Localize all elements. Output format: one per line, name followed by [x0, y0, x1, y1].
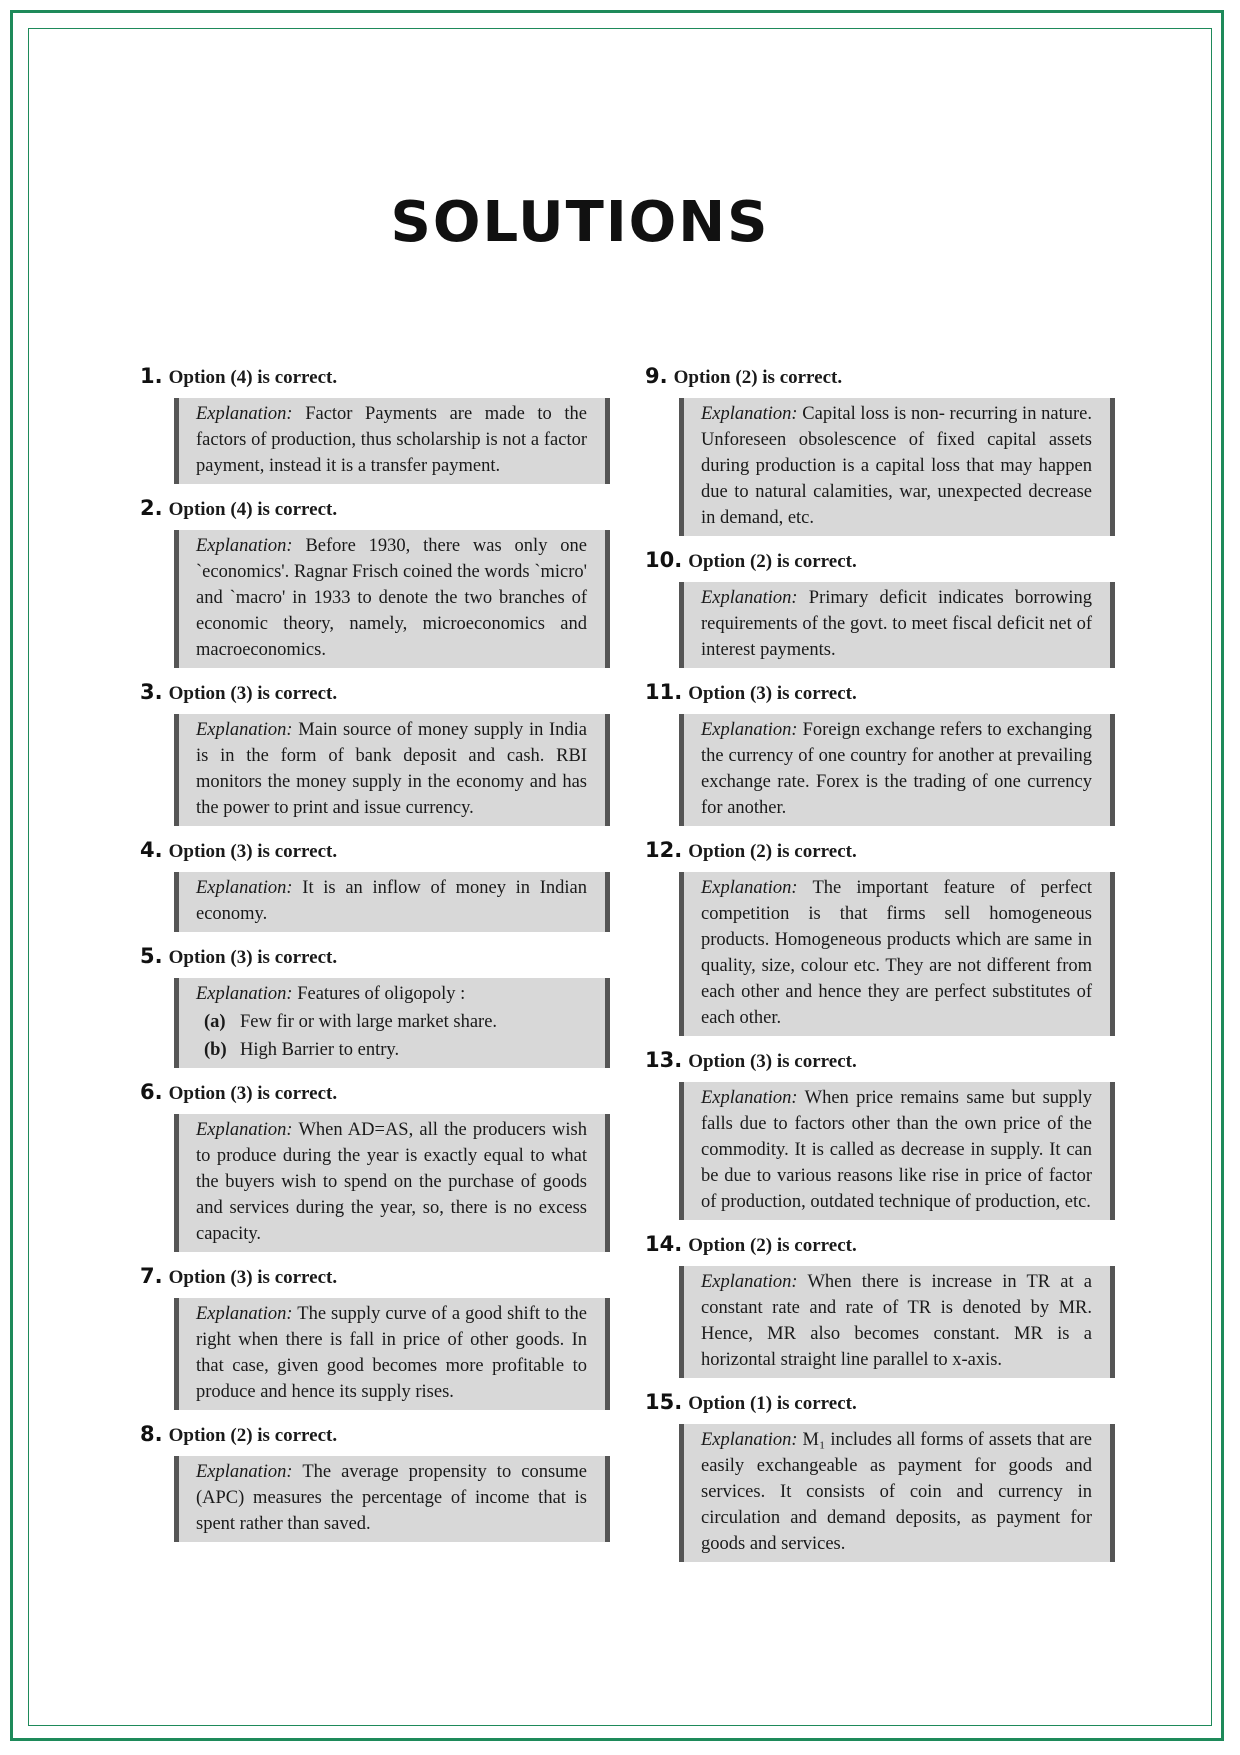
explanation-label: Explanation:: [196, 1462, 293, 1482]
solution-header: [140, 680, 610, 710]
explanation-label: Explanation:: [701, 588, 798, 608]
solution-number: 1.: [140, 364, 163, 388]
solution-number: 14.: [645, 1232, 683, 1256]
solution-item: [140, 680, 610, 826]
explanation-box: [679, 1082, 1115, 1220]
solution-item: [645, 680, 1115, 826]
explanation-label: Explanation:: [701, 1272, 798, 1292]
solution-item: [140, 944, 610, 1068]
solution-item: [140, 1080, 610, 1252]
solution-header: [140, 496, 610, 526]
solution-number: 6.: [140, 1080, 163, 1104]
explanation-text: It is an inflow of money in Indian economy.: [196, 878, 587, 924]
explanation-box: [174, 1298, 610, 1410]
solution-number: 5.: [140, 944, 163, 968]
solution-number: 12.: [645, 838, 683, 862]
solution-item: [645, 364, 1115, 536]
explanation-label: Explanation:: [701, 720, 798, 740]
solution-header: [140, 1264, 610, 1294]
subitem-marker: (a): [204, 1012, 226, 1032]
solution-header: [140, 1422, 610, 1452]
solution-answer: Option (3) is correct.: [168, 1267, 338, 1288]
explanation-text: When AD=AS, all the producers wish to produce during the year is exactly equal to what the buyers wish to spend on the purchase of goods and services during the year, so, there is no excess capacity.: [196, 1120, 587, 1244]
explanation-label: Explanation:: [701, 1430, 798, 1450]
explanation-subitem: [196, 1037, 587, 1063]
solution-item: [645, 1048, 1115, 1220]
explanation-text: Primary deficit indicates borrowing requirements of the govt. to meet fiscal deficit net of interest payments.: [701, 588, 1092, 660]
solution-header: [645, 1390, 1115, 1420]
solution-item: [140, 1264, 610, 1410]
solution-answer: Option (3) is correct.: [168, 1083, 338, 1104]
solution-number: 10.: [645, 548, 683, 572]
solution-answer: Option (2) is correct.: [168, 1425, 338, 1446]
solutions-column-left: [140, 364, 610, 1554]
explanation-label: Explanation:: [196, 720, 293, 740]
explanation-text: Capital loss is non- recurring in nature. Unforeseen obsolescence of fixed capital assets during production is a capital loss that may happen due to natural calamities, war, unexpected decrease in demand, etc.: [701, 404, 1092, 528]
solution-number: 8.: [140, 1422, 163, 1446]
explanation-box: [174, 1114, 610, 1252]
subitem-text: Few fir or with large market share.: [240, 1012, 498, 1032]
solution-answer: Option (3) is correct.: [688, 1051, 857, 1072]
solution-number: 3.: [140, 680, 163, 704]
explanation-box: [679, 872, 1115, 1036]
solution-answer: Option (4) is correct.: [168, 499, 338, 520]
solution-answer: Option (4) is correct.: [168, 367, 338, 388]
solution-item: [645, 548, 1115, 668]
solution-number: 4.: [140, 838, 163, 862]
explanation-text: Foreign exchange refers to exchanging the currency of one country for another at prevailing exchange rate. Forex is the trading of one currency for another.: [701, 720, 1092, 818]
subitem-text: High Barrier to entry.: [240, 1040, 400, 1060]
explanation-label: Explanation:: [196, 984, 293, 1004]
explanation-text: Features of oligopoly :: [297, 984, 466, 1004]
explanation-text: M₁ includes all forms of assets that are easily exchangeable as payment for goods and services. It consists of coin and currency in circulation and demand deposits, as payment for goods and services.: [701, 1430, 1092, 1554]
solution-number: 9.: [645, 364, 668, 388]
solution-answer: Option (3) is correct.: [168, 841, 338, 862]
solution-number: 15.: [645, 1390, 683, 1414]
explanation-box: [679, 1424, 1115, 1562]
explanation-text: The average propensity to consume (APC) measures the percentage of income that is spent rather than saved.: [196, 1462, 587, 1534]
solution-number: 2.: [140, 496, 163, 520]
explanation-text: When there is increase in TR at a constant rate and rate of TR is denoted by MR. Hence, MR also becomes constant. MR is a horizontal straight line parallel to x-axis.: [701, 1272, 1092, 1370]
solution-number: 7.: [140, 1264, 163, 1288]
explanation-box: [174, 714, 610, 826]
explanation-text: Factor Payments are made to the factors of production, thus scholarship is not a factor payment, instead it is a transfer payment.: [196, 404, 587, 476]
solution-header: [645, 1232, 1115, 1262]
solution-item: [140, 838, 610, 932]
explanation-box: [174, 978, 610, 1068]
explanation-label: Explanation:: [196, 878, 293, 898]
solution-answer: Option (3) is correct.: [168, 947, 338, 968]
solution-answer: Option (2) is correct.: [673, 367, 843, 388]
explanation-box: [174, 1456, 610, 1542]
explanation-box: [174, 872, 610, 932]
explanation-text: The important feature of perfect competition is that firms sell homogeneous products. Homogeneous products which are same in quality, size, colour etc. They are not different from each other and hence they are perfect substitutes of each other.: [701, 878, 1092, 1028]
solution-header: [140, 838, 610, 868]
solution-header: [645, 1048, 1115, 1078]
solution-item: [140, 364, 610, 484]
explanation-label: Explanation:: [196, 536, 293, 556]
solution-answer: Option (3) is correct.: [168, 683, 338, 704]
explanation-label: Explanation:: [701, 878, 798, 898]
solution-header: [140, 944, 610, 974]
solution-header: [645, 548, 1115, 578]
solution-item: [140, 1422, 610, 1542]
explanation-label: Explanation:: [701, 1088, 798, 1108]
explanation-label: Explanation:: [196, 404, 293, 424]
solution-answer: Option (3) is correct.: [688, 683, 857, 704]
solution-header: [645, 680, 1115, 710]
solution-answer: Option (2) is correct.: [688, 1235, 857, 1256]
solution-number: 11.: [645, 680, 683, 704]
explanation-box: [679, 714, 1115, 826]
explanation-box: [174, 398, 610, 484]
solution-item: [645, 1390, 1115, 1562]
explanation-text: Before 1930, there was only one `economics'. Ragnar Frisch coined the words `micro' and `macro' in 1933 to denote the two branches of economic theory, namely, microeconomics and macroeconomics.: [196, 536, 588, 660]
solution-answer: Option (2) is correct.: [688, 551, 857, 572]
solution-item: [645, 838, 1115, 1036]
explanation-box: [679, 1266, 1115, 1378]
solution-header: [140, 364, 610, 394]
explanation-text: When price remains same but supply falls due to factors other than the own price of the commodity. It is called as decrease in supply. It can be due to various reasons like rise in price of factor of production, outdated technique of production, etc.: [701, 1088, 1093, 1212]
explanation-label: Explanation:: [196, 1304, 293, 1324]
solution-item: [140, 496, 610, 668]
solution-header: [140, 1080, 610, 1110]
explanation-box: [679, 582, 1115, 668]
solution-answer: Option (2) is correct.: [688, 841, 857, 862]
explanation-label: Explanation:: [701, 404, 798, 424]
solutions-column-right: [645, 364, 1115, 1574]
explanation-sublist: [196, 1009, 587, 1063]
explanation-box: [679, 398, 1115, 536]
solution-header: [645, 364, 1115, 394]
explanation-box: [174, 530, 610, 668]
explanation-subitem: [196, 1009, 587, 1035]
solution-answer: Option (1) is correct.: [688, 1393, 857, 1414]
solution-number: 13.: [645, 1048, 683, 1072]
explanation-text: Main source of money supply in India is in the form of bank deposit and cash. RBI monitors the money supply in the economy and has the power to print and issue currency.: [196, 720, 587, 818]
explanation-label: Explanation:: [196, 1120, 293, 1140]
subitem-marker: (b): [204, 1040, 227, 1060]
page-title: SOLUTIONS: [390, 190, 770, 255]
solution-header: [645, 838, 1115, 868]
explanation-text: The supply curve of a good shift to the right when there is fall in price of other goods. In that case, given good becomes more profitable to produce and hence its supply rises.: [196, 1304, 587, 1402]
solution-item: [645, 1232, 1115, 1378]
